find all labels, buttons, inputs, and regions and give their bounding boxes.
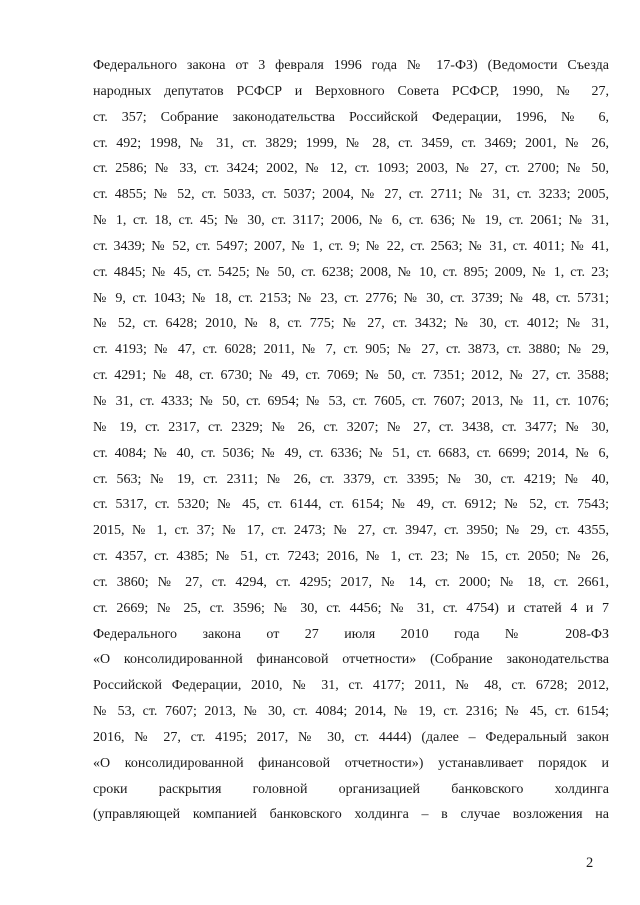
- text-line: № 19, ст. 2317, ст. 2329; № 26, ст. 3207; № 27, ст. 3438, ст. 3477; № 30,: [93, 419, 609, 435]
- text-line: ст. 2586; № 33, ст. 3424; 2002, № 12, ст. 1093; 2003, № 27, ст. 2700; № 50,: [93, 161, 609, 177]
- text-line: № 1, ст. 18, ст. 45; № 30, ст. 3117; 2006, № 6, ст. 636; № 19, ст. 2061; № 31,: [93, 213, 609, 229]
- text-line: ст. 4291; № 48, ст. 6730; № 49, ст. 7069; № 50, ст. 7351; 2012, № 27, ст. 3588;: [93, 368, 609, 384]
- text-line: ст. 3860; № 27, ст. 4294, ст. 4295; 2017, № 14, ст. 2000; № 18, ст. 2661,: [93, 574, 609, 590]
- text-line: Федерального закона от 3 февраля 1996 года № 17-ФЗ) (Ведомости Съезда: [93, 58, 609, 73]
- text-line: ст. 492; 1998, № 31, ст. 3829; 1999, № 28, ст. 3459, ст. 3469; 2001, № 26,: [93, 135, 609, 151]
- text-line: № 9, ст. 1043; № 18, ст. 2153; № 23, ст. 2776; № 30, ст. 3739; № 48, ст. 5731;: [93, 290, 609, 306]
- text-line: ст. 357; Собрание законодательства Российской Федерации, 1996, № 6,: [93, 109, 609, 125]
- text-line: ст. 4193; № 47, ст. 6028; 2011, № 7, ст. 905; № 27, ст. 3873, ст. 3880; № 29,: [93, 342, 609, 358]
- text-line: 2016, № 27, ст. 4195; 2017, № 30, ст. 4444) (далее – Федеральный закон: [93, 729, 609, 745]
- text-line: сроки раскрытия головной организацией банковского холдинга: [93, 781, 609, 797]
- text-line: народных депутатов РСФСР и Верховного Совета РСФСР, 1990, № 27,: [93, 83, 609, 99]
- text-line: Российской Федерации, 2010, № 31, ст. 4177; 2011, № 48, ст. 6728; 2012,: [93, 678, 609, 694]
- text-line: «О консолидированной финансовой отчетности») устанавливает порядок и: [93, 755, 609, 771]
- text-line: ст. 4084; № 40, ст. 5036; № 49, ст. 6336; № 51, ст. 6683, ст. 6699; 2014, № 6,: [93, 445, 609, 461]
- text-line: (управляющей компанией банковского холдинга – в случае возложения на: [93, 807, 609, 823]
- text-line: ст. 4855; № 52, ст. 5033, ст. 5037; 2004, № 27, ст. 2711; № 31, ст. 3233; 2005,: [93, 187, 609, 203]
- text-line: № 31, ст. 4333; № 50, ст. 6954; № 53, ст. 7605, ст. 7607; 2013, № 11, ст. 1076;: [93, 393, 609, 409]
- text-line: «О консолидированной финансовой отчетности» (Собрание законодательства: [93, 652, 609, 668]
- text-line: ст. 3439; № 52, ст. 5497; 2007, № 1, ст. 9; № 22, ст. 2563; № 31, ст. 4011; № 41,: [93, 238, 609, 254]
- page-number: 2: [586, 855, 594, 871]
- text-line: ст. 4357, ст. 4385; № 51, ст. 7243; 2016, № 1, ст. 23; № 15, ст. 2050; № 26,: [93, 549, 609, 565]
- text-line: ст. 2669; № 25, ст. 3596; № 30, ст. 4456; № 31, ст. 4754) и статей 4 и 7: [93, 600, 609, 616]
- text-line: ст. 563; № 19, ст. 2311; № 26, ст. 3379, ст. 3395; № 30, ст. 4219; № 40,: [93, 471, 609, 487]
- text-line: № 52, ст. 6428; 2010, № 8, ст. 775; № 27, ст. 3432; № 30, ст. 4012; № 31,: [93, 316, 609, 332]
- paragraph-body: [93, 53, 609, 828]
- text-line: 2015, № 1, ст. 37; № 17, ст. 2473; № 27, ст. 3947, ст. 3950; № 29, ст. 4355,: [93, 523, 609, 539]
- text-line: Федерального закона от 27 июля 2010 года № 208-ФЗ: [93, 626, 609, 642]
- text-line: ст. 5317, ст. 5320; № 45, ст. 6144, ст. 6154; № 49, ст. 6912; № 52, ст. 7543;: [93, 497, 609, 513]
- text-line: № 53, ст. 7607; 2013, № 30, ст. 4084; 2014, № 19, ст. 2316; № 45, ст. 6154;: [93, 704, 609, 720]
- text-line: ст. 4845; № 45, ст. 5425; № 50, ст. 6238; 2008, № 10, ст. 895; 2009, № 1, ст. 23;: [93, 264, 609, 280]
